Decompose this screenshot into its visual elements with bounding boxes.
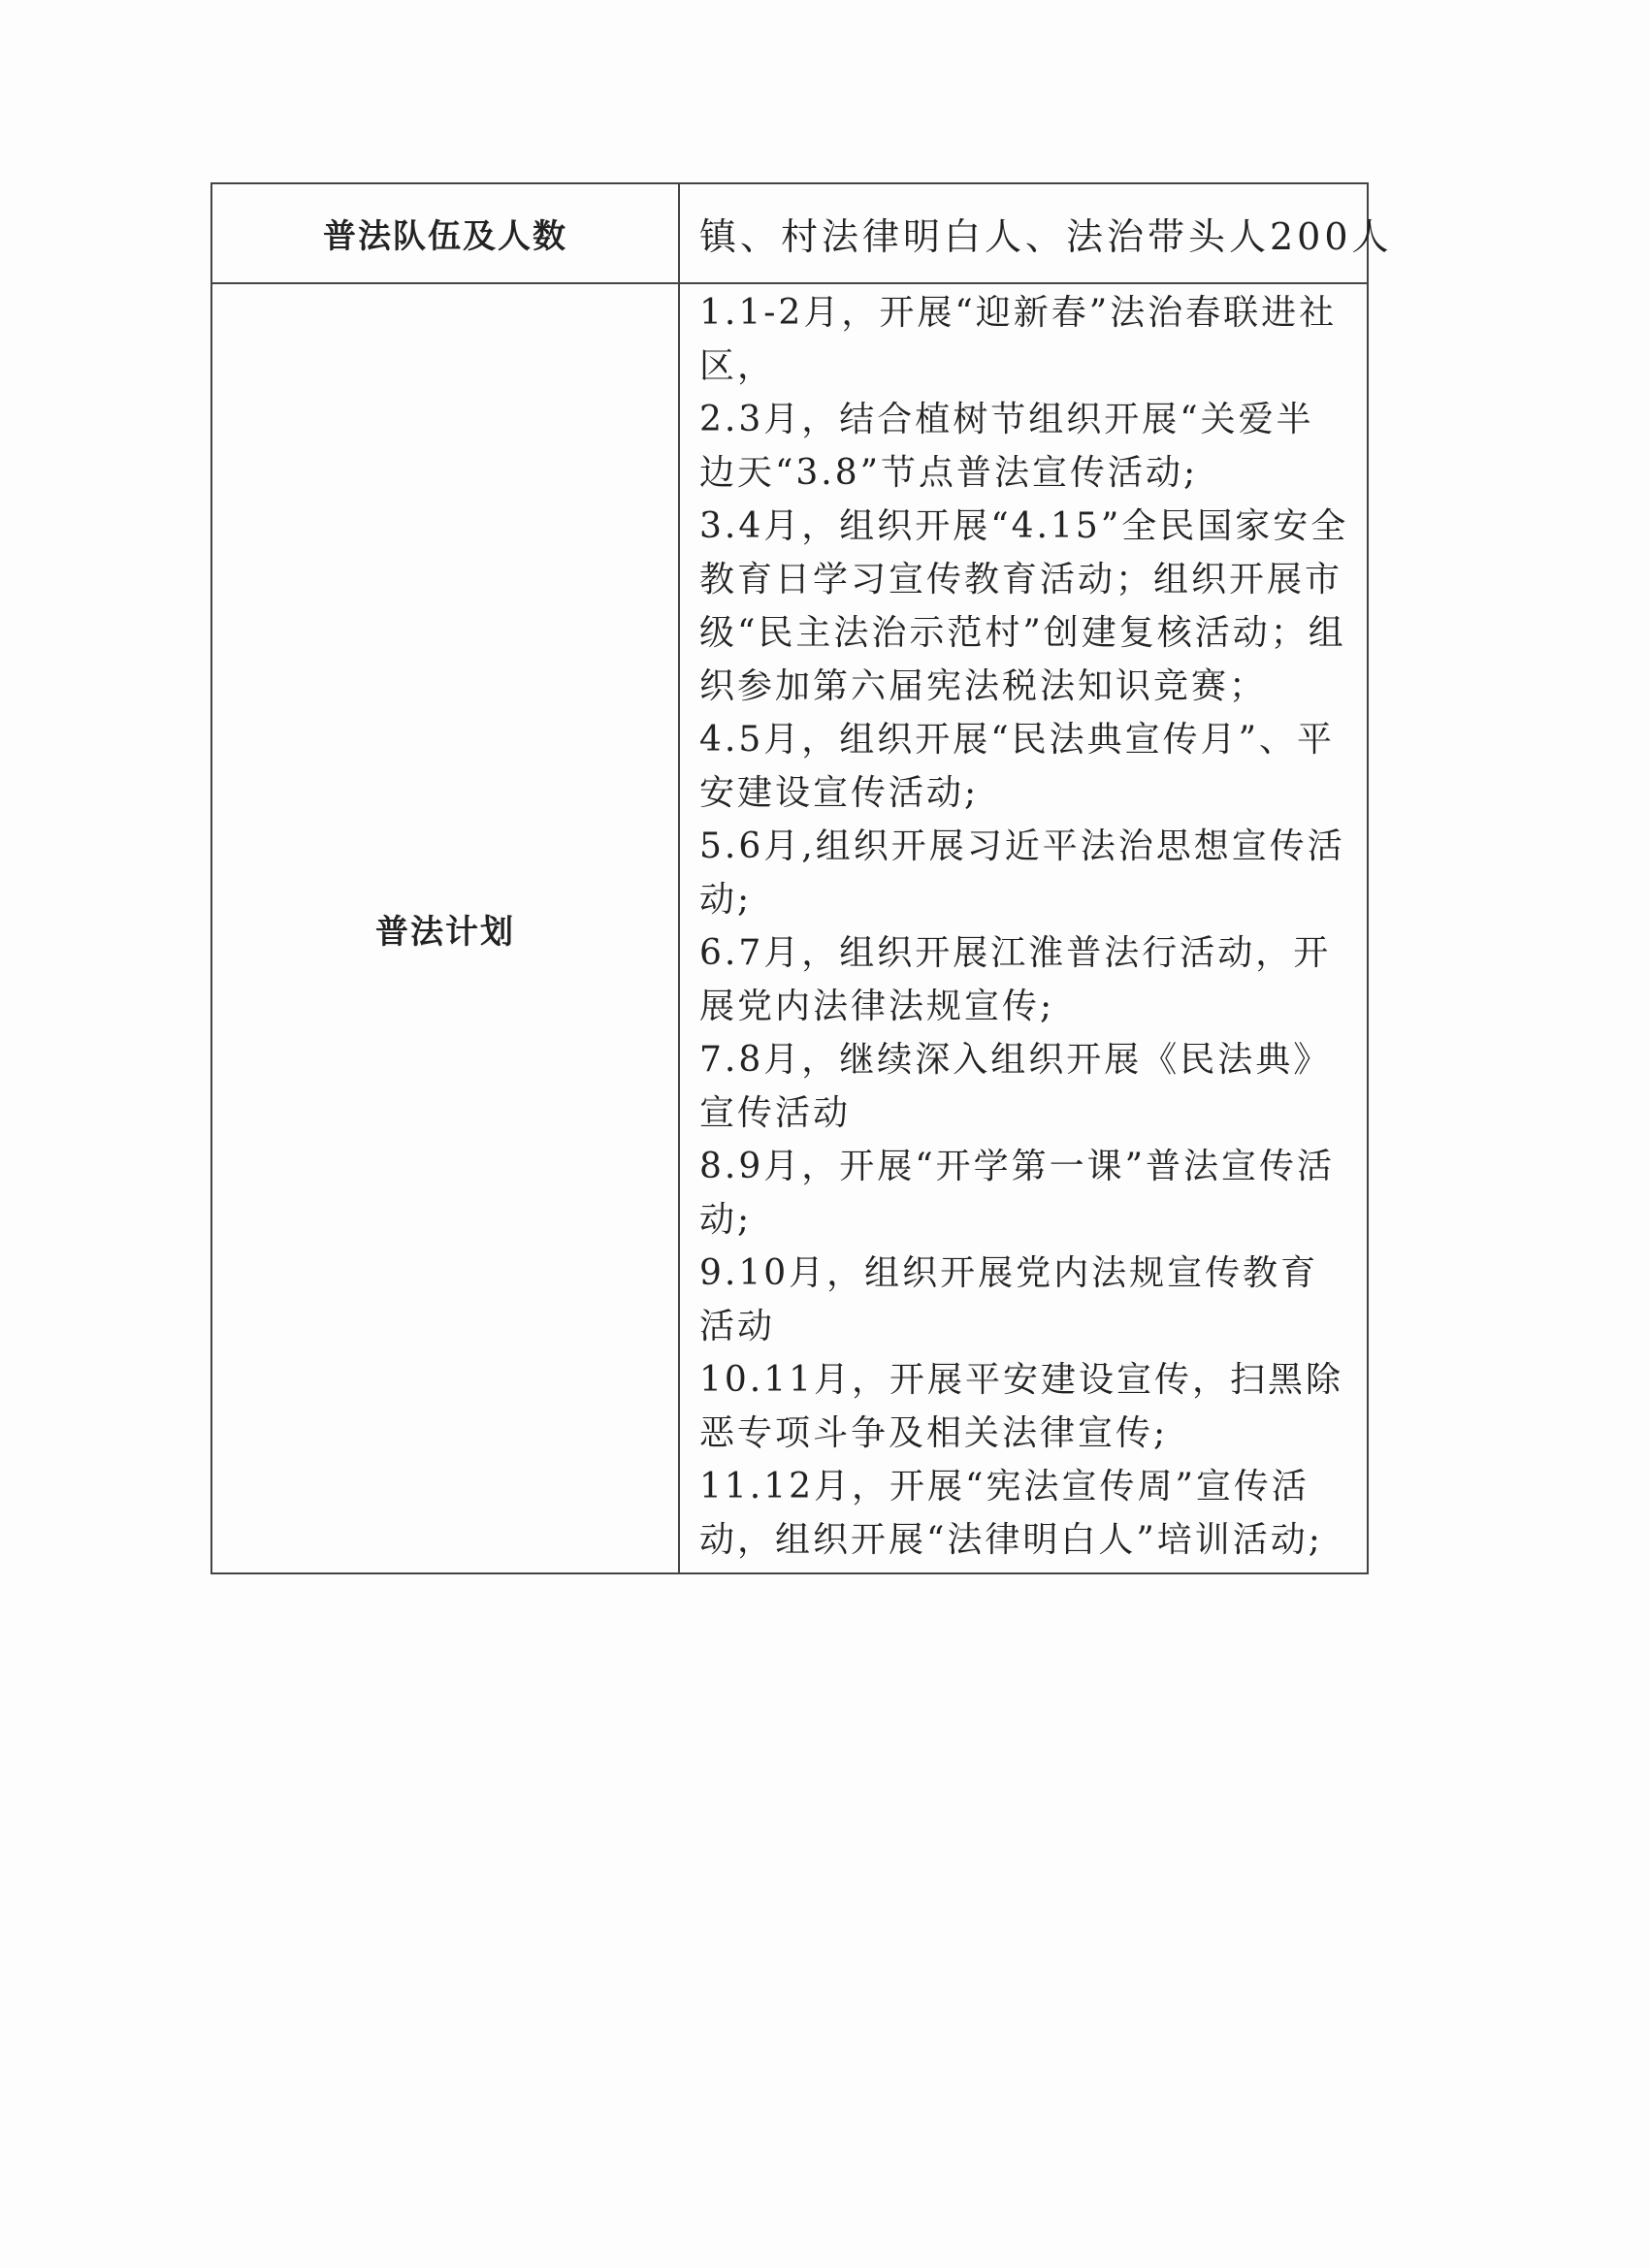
plan-item: 3.4月，组织开展“4.15”全民国家安全教育日学习宣传教育活动；组织开展市级“民主法治示范村”创建复核活动；组织参加第六届宪法税法知识竞赛； <box>699 506 1349 706</box>
table-row-plan <box>211 283 1368 1573</box>
team-value: 镇、村法律明白人、法治带头人200人 <box>699 215 1393 258</box>
plan-item: 6.7月，组织开展江淮普法行活动，开展党内法律法规宣传; <box>699 933 1332 1026</box>
plan-item: 8.9月，开展“开学第一课”普法宣传活动; <box>699 1147 1336 1240</box>
plan-item: 4.5月，组织开展“民法典宣传月”、平安建设宣传活动; <box>699 720 1336 813</box>
plan-label: 普法计划 <box>211 283 679 1573</box>
plan-item: 7.8月，继续深入组织开展《民法典》宣传活动 <box>699 1040 1332 1133</box>
table-row-team <box>211 183 1368 283</box>
plan-item: 9.10月，组织开展党内法规宣传教育活动 <box>699 1253 1319 1346</box>
plan-item: 2.3月，结合植树节组织开展“关爱半边天“3.8”节点普法宣传活动; <box>699 400 1314 493</box>
plan-table <box>210 182 1393 1574</box>
plan-item: 5.6月,组织开展习近平法治思想宣传活动; <box>699 826 1345 920</box>
plan-item: 11.12月，开展“宪法宣传周”宣传活动，组织开展“法律明白人”培训活动; <box>699 1467 1323 1560</box>
team-label: 普法队伍及人数 <box>211 183 679 283</box>
team-value-cell <box>679 183 1393 283</box>
plan-list <box>680 284 1367 1572</box>
plan-value-cell <box>679 283 1368 1573</box>
plan-item: 1.1-2月，开展“迎新春”法治春联进社区， <box>699 293 1338 386</box>
plan-item: 10.11月，开展平安建设宣传，扫黑除恶专项斗争及相关法律宣传; <box>699 1360 1344 1453</box>
